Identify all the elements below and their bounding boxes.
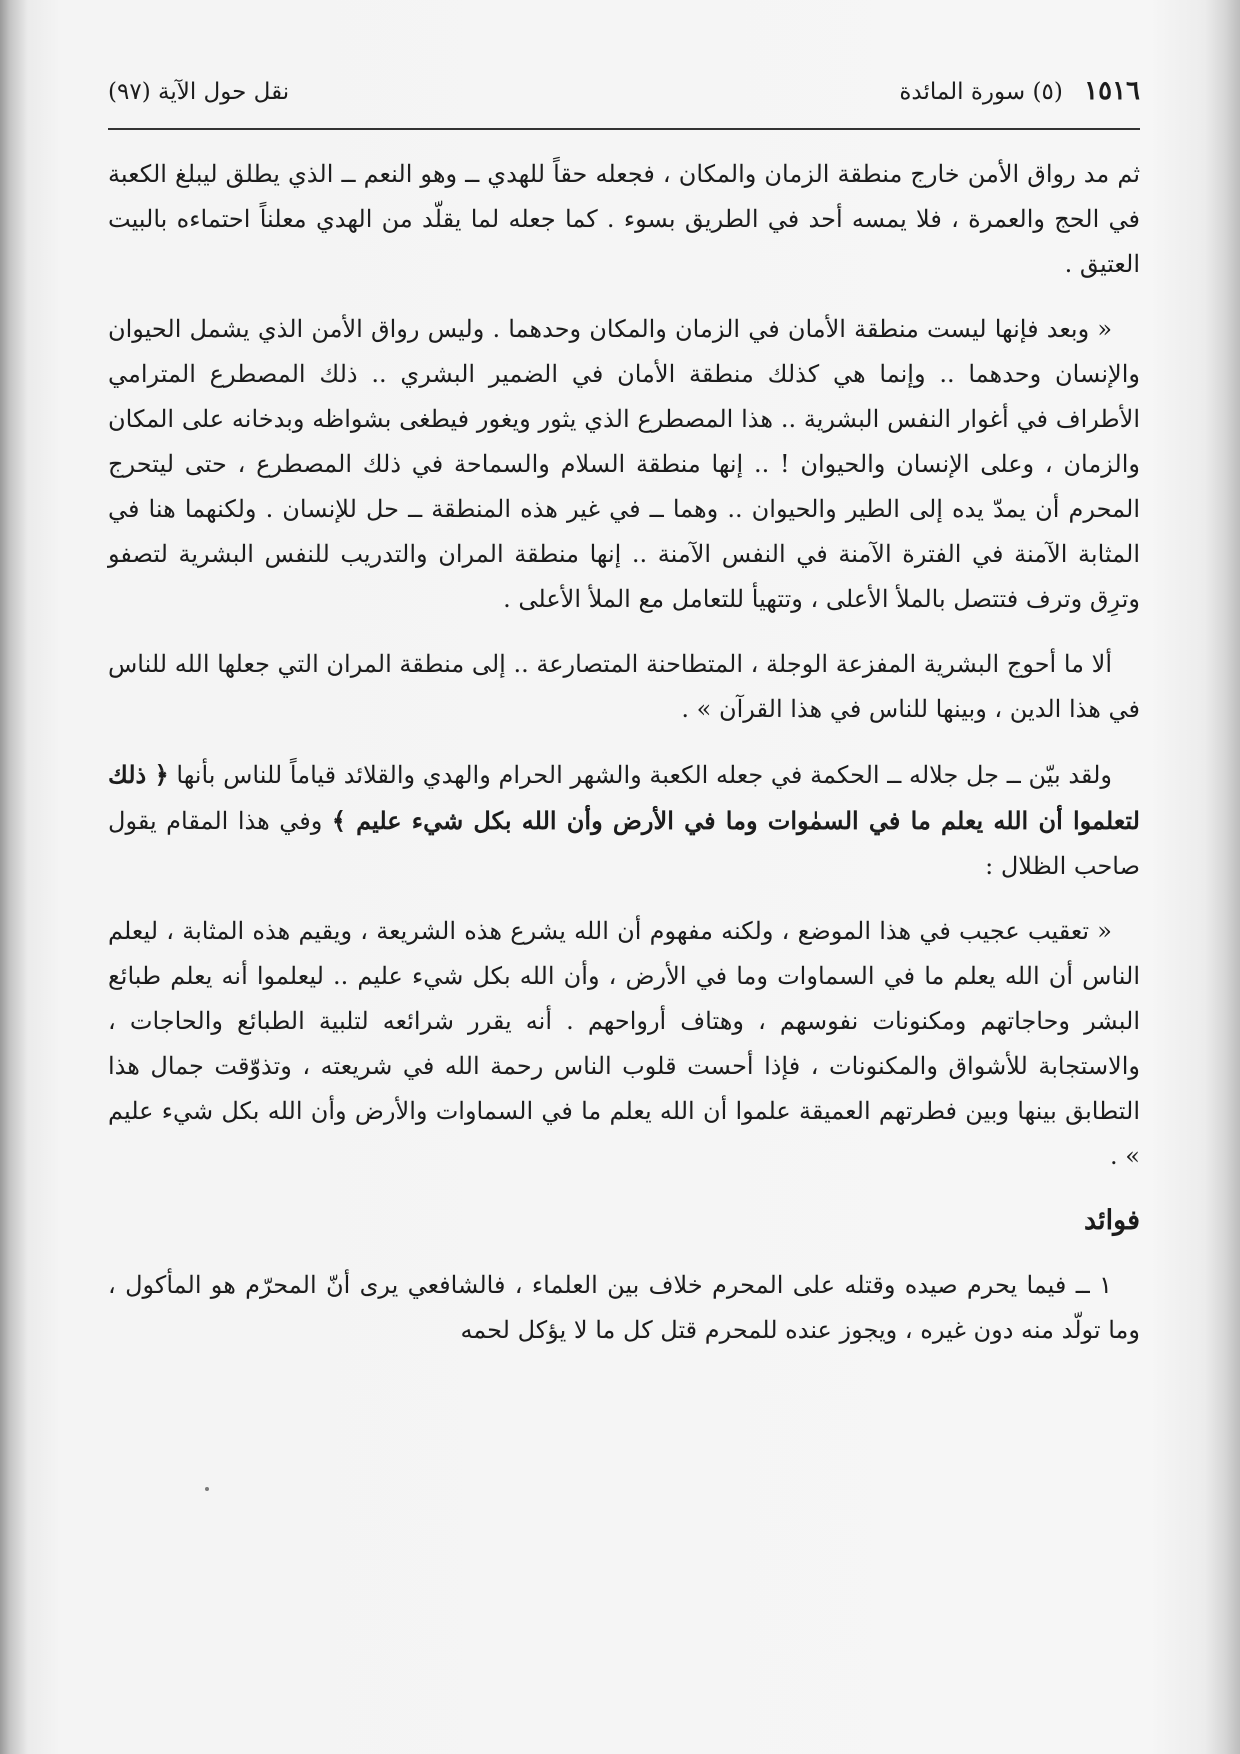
paragraph-4-tail: وفي هذا المقام يقول صاحب الظلال : [108, 807, 1140, 880]
paragraph-4 [108, 752, 1140, 889]
running-header [108, 76, 1140, 128]
fawaid-item-1: ١ ــ فيما يحرم صيده وقتله على المحرم خلاف بين العلماء ، فالشافعي يرى أنّ المحرّم هو المأكول ، وما تولّد منه دون غيره ، ويجوز عنده للمحرم قتل كل ما لا يؤكل لحمه [108, 1271, 1140, 1344]
paragraph-1: ثم مد رواق الأمن خارج منطقة الزمان والمكان ، فجعله حقاً للهدي ــ وهو النعم ــ الذي يطلق ليبلغ الكعبة في الحج والعمرة ، فلا يمسه أحد في الطريق بسوء . كما جعله لما يقلّد من الهدي معلناً احتماءه بالبيت العتيق . [108, 160, 1140, 278]
page-number: ١٥١٦ [1084, 76, 1140, 106]
book-page [108, 76, 1140, 1716]
paragraph-5: « تعقيب عجيب في هذا الموضع ، ولكنه مفهوم أن الله يشرع هذه الشريعة ، ويقيم هذه المثابة ، ليعلم الناس أن الله يعلم ما في السماوات وما في الأرض ، وأن الله بكل شيء عليم .. ليعلموا أنه يعلم طبائع البشر وحاجاتهم ومكنونات نفوسهم ، وهتاف أرواحهم . أنه يقرر شرائعه لتلبية الطبائع والحاجات ، والاستجابة للأشواق والمكنونات ، فإذا أحست قلوب الناس رحمة الله في شريعته ، وتذوّقت جمال هذا التطابق بينها وبين فطرتهم العميقة علموا أن الله يعلم ما في السماوات والأرض وأن الله بكل شيء عليم » . [108, 917, 1140, 1170]
header-rule [108, 128, 1140, 130]
surah-title: (٥) سورة المائدة [899, 79, 1063, 105]
paragraph-2: « وبعد فإنها ليست منطقة الأمان في الزمان والمكان وحدهما . وليس رواق الأمن الذي يشمل الحيوان والإنسان وحدهما .. وإنما هي كذلك منطقة الأمان في الضمير البشري .. ذلك المصطرع المترامي الأطراف في أغوار النفس البشرية .. هذا المصطرع الذي يثور ويغور فيطغى بشواظه وبدخانه على المكان والزمان ، وعلى الإنسان والحيوان ! .. إنها منطقة السلام والسماحة في ذلك المصطرع ، حتى ليتحرج المحرم أن يمدّ يده إلى الطير والحيوان .. وهما ــ في غير هذه المنطقة ــ حل للإنسان . ولكنهما هنا في المثابة الآمنة في الفترة الآمنة في النفس الآمنة .. إنها منطقة المران والتدريب للنفس البشرية لتصفو وترِق وترف فتتصل بالملأ الأعلى ، وتتهيأ للتعامل مع الملأ الأعلى . [108, 315, 1140, 613]
quran-verse: ﴿ ذلك لتعلموا أن الله يعلم ما في السمٰوات وما في الأرض وأن الله بكل شيء عليم ﴾ [108, 760, 1140, 835]
paragraph-3: ألا ما أحوج البشرية المفزعة الوجلة ، المتطاحنة المتصارعة .. إلى منطقة المران التي جعلها الله للناس في هذا الدين ، وبينها للناس في هذا القرآن » . [108, 650, 1140, 723]
paragraph-4-text: ولقد بيّن ــ جل جلاله ــ الحكمة في جعله الكعبة والشهر الحرام والهدي والقلائد قياماً للناس بأنها [176, 761, 1112, 789]
section-title: نقل حول الآية (٩٧) [108, 79, 290, 105]
scan-speck [205, 1487, 209, 1491]
fawaid-heading: فوائد [1083, 1205, 1140, 1236]
header-right [899, 76, 1140, 106]
